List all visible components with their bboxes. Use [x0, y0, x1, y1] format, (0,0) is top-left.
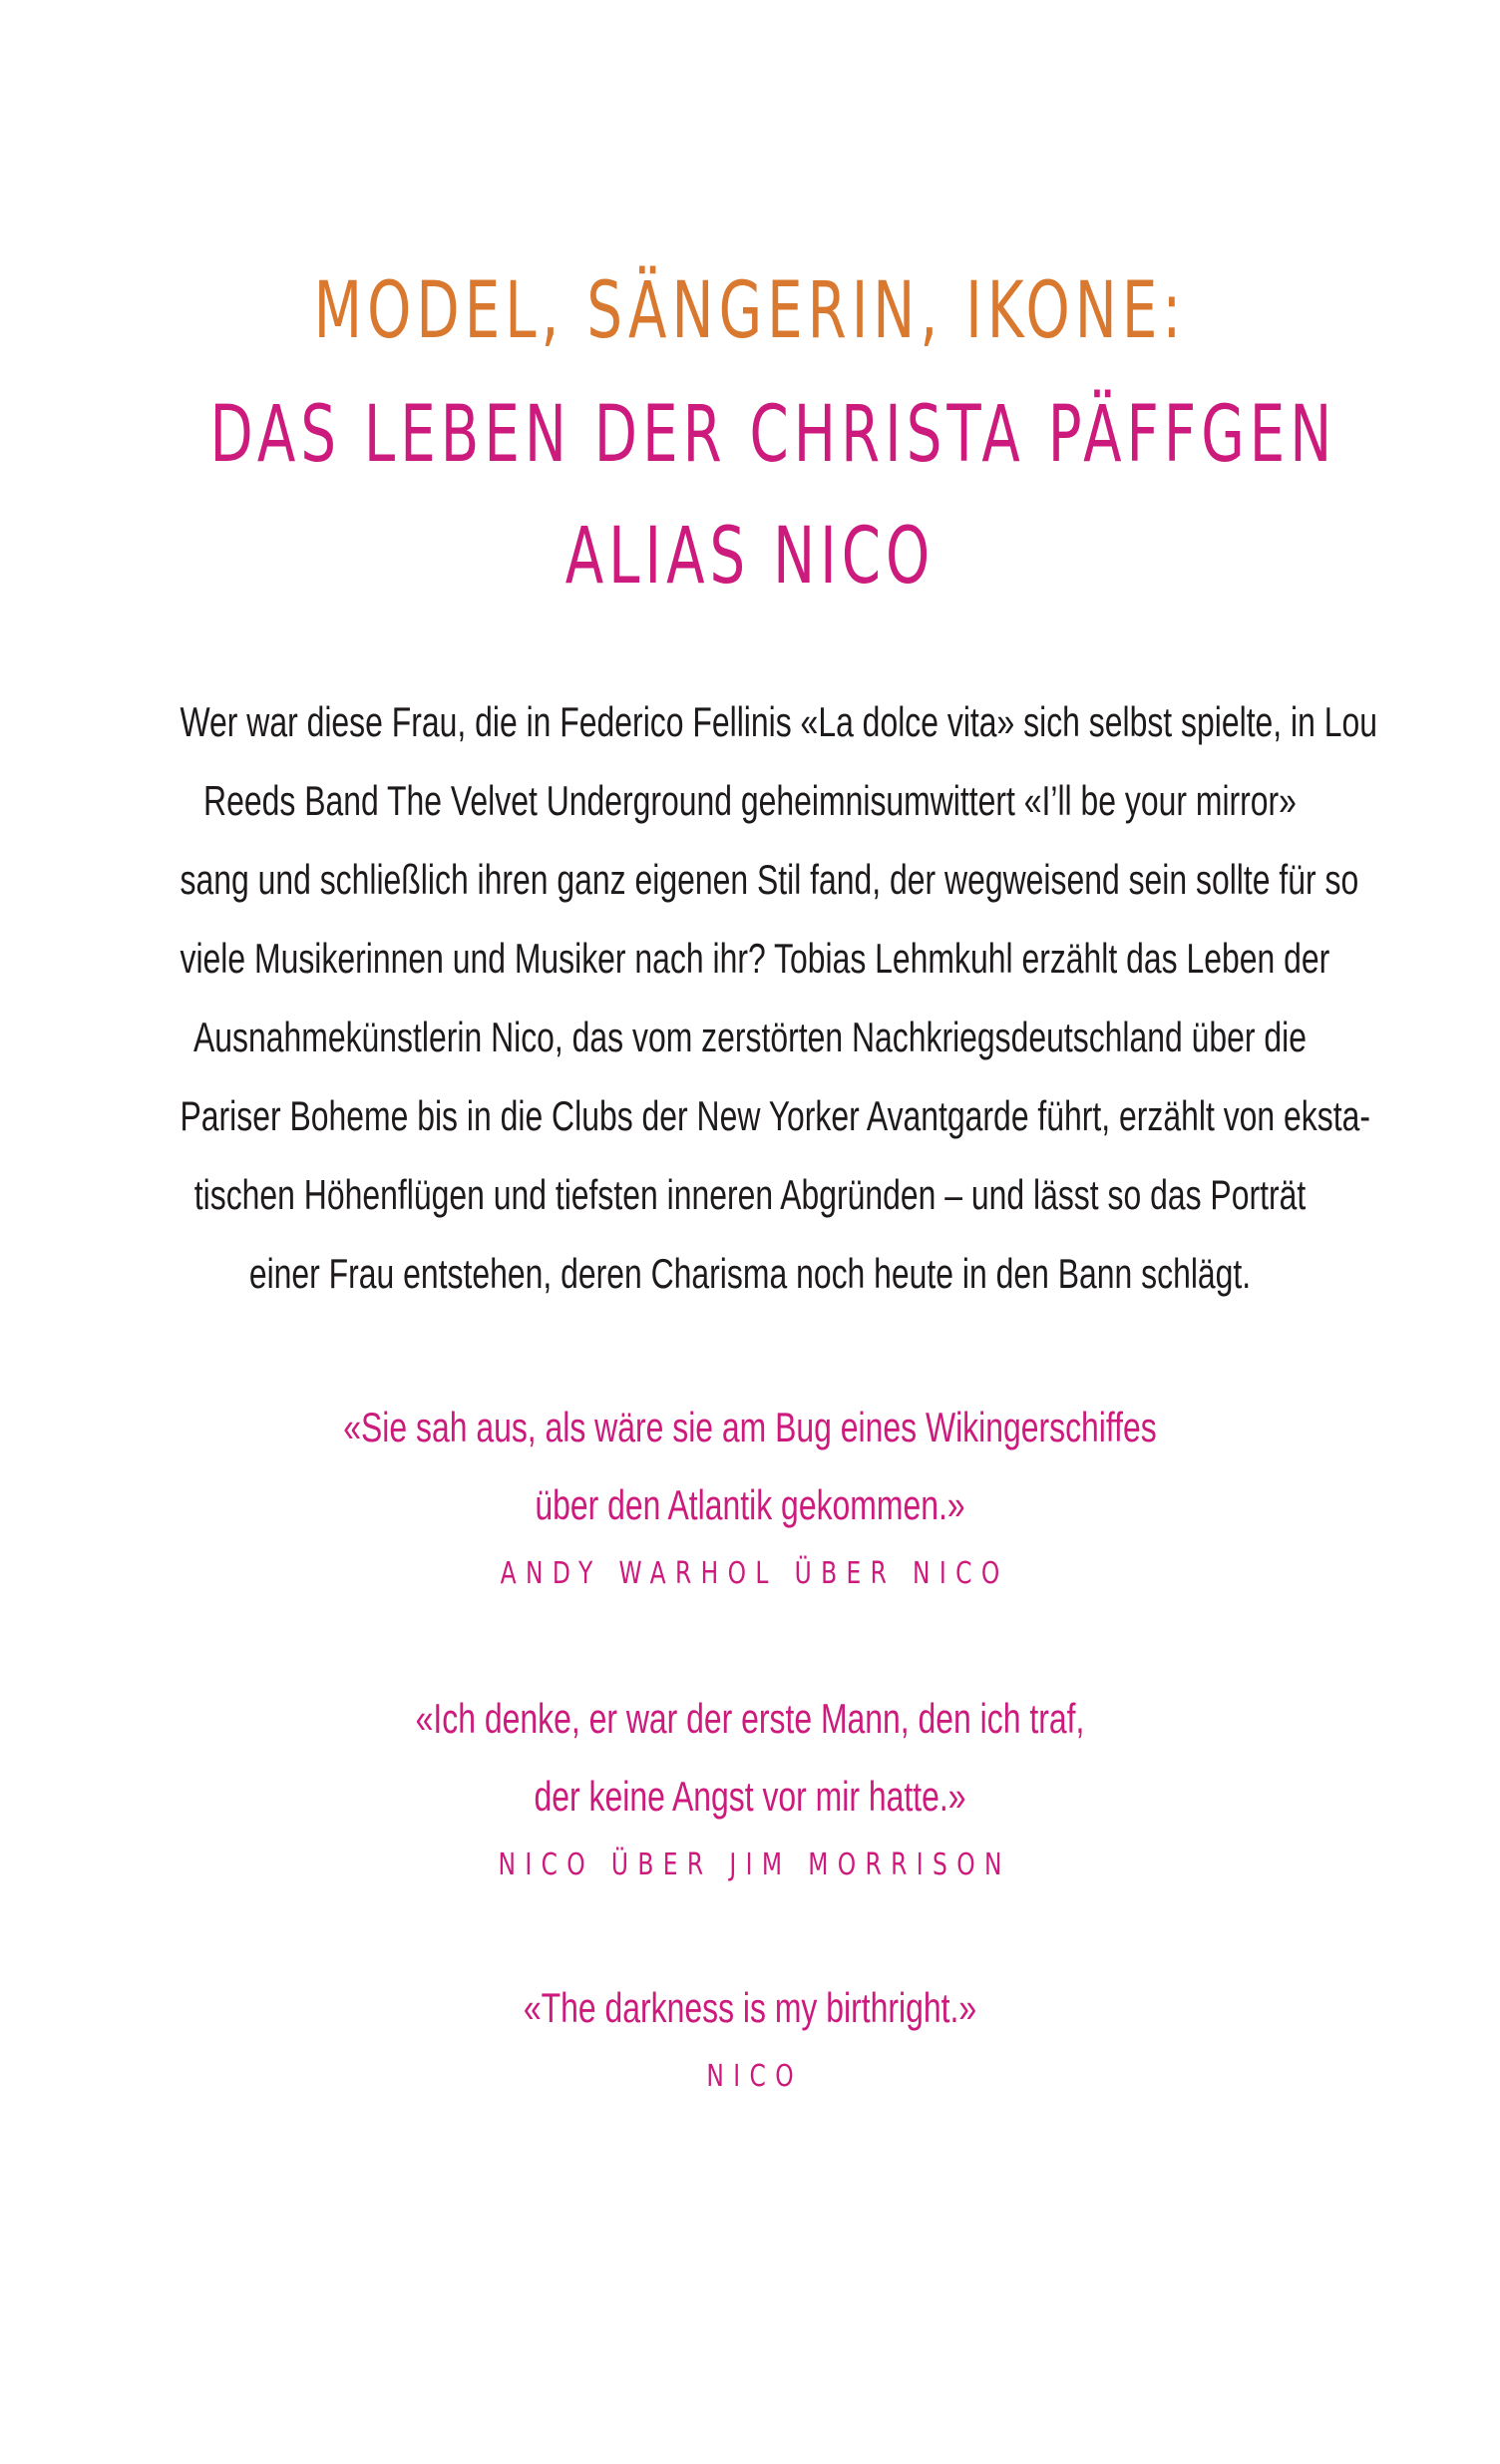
description-line: Wer war diese Frau, die in Federico Fellinis «La dolce vita» sich selbst spielte, in Lou	[180, 698, 1378, 745]
description-line: sang und schließlich ihren ganz eigenen Stil fand, der wegweisend sein sollte für so	[180, 856, 1359, 903]
description-line: Reeds Band The Velvet Underground geheimnisumwittert «I’ll be your mirror»	[203, 777, 1297, 824]
description-line: viele Musikerinnen und Musiker nach ihr? Tobias Lehmkuhl erzählt das Leben der	[180, 935, 1330, 982]
quote-block-warhol	[0, 1389, 1500, 1604]
description-paragraph	[0, 682, 1500, 1313]
quote-line: «Sie sah aus, als wäre sie am Bug eines Wikingerschiffes	[343, 1404, 1157, 1450]
quote-line: «The darkness is my birthright.»	[523, 1984, 977, 2031]
headline-line-2: DAS LEBEN DER CHRISTA PÄFFGEN	[209, 390, 1337, 480]
quote-attribution: ANDY WARHOL ÜBER NICO	[500, 1556, 1009, 1591]
description-line: einer Frau entstehen, deren Charisma noch heute in den Bann schlägt.	[248, 1250, 1252, 1297]
quote-block-nico	[0, 1969, 1500, 2107]
quote-line: über den Atlantik gekommen.»	[535, 1481, 965, 1528]
quote-attribution: NICO	[706, 2059, 803, 2094]
quote-line: «Ich denke, er war der erste Mann, den ich traf,	[415, 1695, 1085, 1742]
description-line: Ausnahmekünstlerin Nico, das vom zerstörten Nachkriegsdeutschland über die	[192, 1014, 1307, 1060]
description-line: Pariser Boheme bis in die Clubs der New Yorker Avantgarde führt, erzählt von eksta-	[180, 1092, 1370, 1139]
quote-line: der keine Angst vor mir hatte.»	[534, 1773, 966, 1820]
quote-block-morrison	[0, 1680, 1500, 1895]
description-line: tischen Höhenflügen und tiefsten inneren Abgründen – und lässt so das Porträt	[193, 1171, 1307, 1218]
quote-attribution: NICO ÜBER JIM MORRISON	[498, 1848, 1011, 1882]
headline-line-3: ALIAS NICO	[564, 512, 936, 602]
headline-line-1: MODEL, SÄNGERIN, IKONE:	[313, 266, 1187, 356]
